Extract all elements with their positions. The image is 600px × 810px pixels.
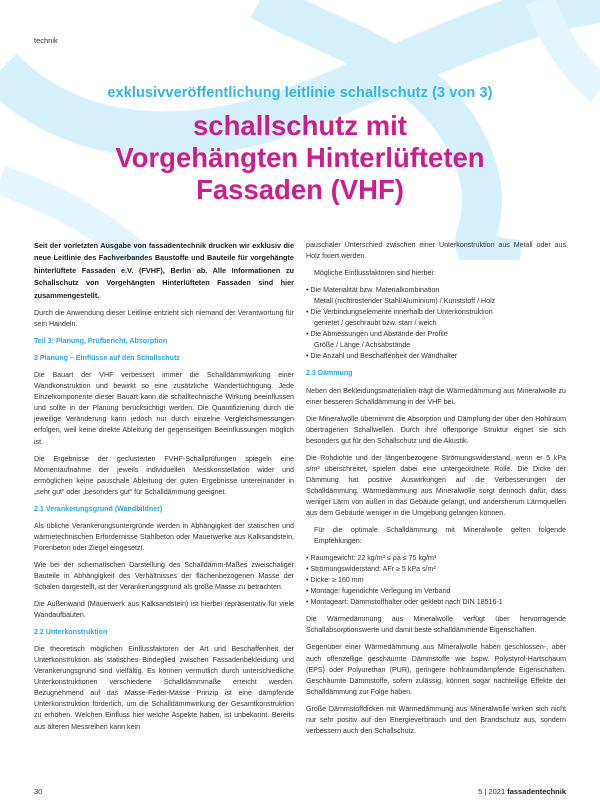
list-item: Größe / Länge / Achsabstände — [314, 341, 411, 350]
recommendation-list — [306, 553, 566, 608]
page-number: 30 — [34, 787, 43, 796]
body-paragraph: Die Ergebnisse der geclusterten FVHF-Schallprüfungen spiegeln eine Momentaufnahme der jeweils individuellen Messkonstellation wider und ermöglichen keine pauschale Ableitung der guten Ergebnisse untereinander in „sehr gut“ oder „besonders gut“ für Schalldämmung geeignet. — [34, 454, 294, 496]
body-paragraph: Die Wärmedämmung aus Mineralwolle verfügt über hervorragende Schallabsorptionswerte und damit beste schalldämmende Eigenschaften. — [306, 615, 566, 635]
intro-paragraph: Seit der vorletzten Ausgabe von fassadentechnik drucken wir exklusiv die neue Leitlinie des Fachverbandes Baustoffe und Bauteile für vorgehängte hinterlüftete Fassaden e.V. (FVHF), Berlin ab. Alle Informationen zu Schallschutz von Vorgehängten Hinterlüfteten Fassaden sind hier zusammengestellt. — [34, 241, 294, 300]
body-paragraph: Die Rohdichte und der längenbezogene Strömungswiderstand, wenn er 5 kPa s/m² überschreitet, spielen dabei eine untergeordnete Rolle. Die Dicke der Dämmung hat positive Auswirkungen auf die Verbesserungen der Schalldämmung. Wärmedämmung aus Mineralwolle sorgt dennoch dafür, dass weniger Lärm von außen in das Gebäude gelangt, und andersherum Lärmquellen aus dem Gebäude weniger in die Umgebung gelangen können. — [306, 453, 566, 517]
issue-number: 5 | 2021 — [478, 787, 506, 796]
list-item: • Die Anzahl und Beschaffenheit der Wandhalter — [306, 352, 458, 361]
list-item: • Montageart: Dämmstoffhalter oder geklebt nach DIN 18516-1 — [306, 598, 503, 607]
section-heading-2: 2 Planung – Einflüsse auf den Schallschutz — [34, 354, 180, 363]
list-item: • Raumgewicht: 22 kg/m³ ≤ ρa ≤ 75 kg/m³ — [306, 554, 437, 563]
body-paragraph: Große Dämmstoffdicken mit Wärmedämmung aus Mineralwolle wirken sich nicht nur sehr positiv auf den Energieverbrauch und den Brandschutz aus, sondern verbessern auch den Schallschutz. — [306, 704, 566, 735]
body-paragraph: Mögliche Einflussfaktoren sind hierbei: — [314, 269, 436, 278]
list-item: • Dicke: ≥ 160 mm — [306, 576, 364, 585]
section-heading-2-2: 2.2 Unterkonstruktion — [34, 628, 108, 637]
part-heading: Teil 3: Planung, Prüfbericht, Absorption — [34, 337, 168, 346]
body-paragraph: Für die optimale Schalldämmung mit Mineralwolle gelten folgende Empfehlungen: — [314, 526, 566, 546]
title-line-2: Vorgehängten Hinterlüfteten — [115, 142, 485, 173]
body-paragraph: pauschaler Unterschied zwischen einer Unterkonstruktion aus Metall oder aus Holz fixiert werden. — [306, 241, 566, 261]
body-paragraph: Als übliche Verankerungsuntergründe werden in Abhängigkeit der statischen und wärmetechnischen Erfordernisse Stahlbeton oder Mauerwerke aus Kalksandstein, Porenbeton oder Ziegel eingesetzt. — [34, 521, 294, 552]
body-paragraph: Wie bei der schematischen Darstellung des Schalldämm-Maßes zweischaliger Bauteile in Abhängigkeit des Verhältnisses der flächenbezogenen Masse der Schalen dargestellt, ist der Verankerungsgrund als große Masse zu betrachten. — [34, 560, 294, 592]
list-item: Metall (nichtrostender Stahl/Aluminium) / Kunststoff / Holz — [314, 297, 496, 306]
left-column — [34, 240, 294, 739]
title-line-3: Fassaden (VHF) — [196, 174, 404, 205]
section-heading-2-3: 2.3 Dämmung — [306, 369, 353, 378]
right-column — [306, 240, 566, 743]
list-item: genietet / geschraubt bzw. starr / weich — [314, 319, 437, 328]
list-item: • Montage: fugendichte Verlegung im Verband — [306, 587, 451, 596]
issue-footer — [478, 787, 566, 796]
body-paragraph: Die theoretisch möglichen Einflussfaktoren der Art und Beschaffenheit der Unterkonstruktion als statisches Bindeglied zwischen Fassadenbekleidung und Verankerungsgrund sind vielfältig. Es können vermutlich durch unterschiedliche Unterkonstruktionen verschiedene Schalldämmmaße erreicht werden. Bezugnehmend auf das Masse-Feder-Masse Prinzip ist eine dämpfende Unterkonstruktion förderlich, um die Schalldämmwirkung der Gesamtkonstruktion zu erhöhen. Welchen Einfluss hier welche Aspekte haben, ist unbekannt. Bereits aus älteren Messreihen kann kein — [34, 645, 294, 731]
magazine-name: fassadentechnik — [507, 787, 566, 796]
section-heading-2-1: 2.1 Verankerungsgrund (Wandbildner) — [34, 504, 163, 513]
body-paragraph: Die Außenwand (Mauerwerk aus Kalksandstein) ist hierbei repräsentativ für viele Wandaufbauten. — [34, 600, 294, 620]
list-item: • Die Verbindungselemente innerhalb der Unterkonstruktion — [306, 308, 493, 317]
list-item: • Die Materialität bzw. Materialkombination — [306, 286, 440, 295]
title-line-1: schallschutz mit — [193, 110, 407, 141]
influence-factor-list — [306, 285, 566, 362]
body-paragraph: Gegenüber einer Wärmedämmung aus Mineralwolle haben geschlossen-, aber auch offenzellige geschäumte Dämmstoffe wie bspw. Polystyrol-Hartschaum (EPS) oder Polyurethan (PUR), geringere hohlraumdämpfende Eigenschaften. Geschäumte Dämmstoffe, sofern zulässig, können sogar nachteilige Effekte der Schalldämmung zur Folge haben. — [306, 643, 566, 696]
body-paragraph: Neben den Bekleidungsmaterialien trägt die Wärmedämmung aus Mineralwolle zu einer besseren Schalldämmung in der VHF bei. — [306, 386, 566, 406]
body-paragraph: Durch die Anwendung dieser Leitlinie entzieht sich niemand der Verantwortung für sein Handeln. — [34, 309, 294, 329]
section-tag: technik — [34, 36, 58, 45]
body-paragraph: Die Bauart der VHF verbessert immer die Schalldämmwirkung einer Wandkonstruktion und bewirkt so eine zusätzliche Wandertüchtigung. Jede Einzelkomponente dieser Bauart kann die schalltechnische Wirkung beeinflussen und sollte in der Planung berücksichtigt werden. Die Quantifizierung durch die jeweilige Veränderung kann jedoch nur durch einzelne Vergleichsmessungen erfolgen, weil keine direkte Ableitung der gegenseitigen Beeinflussungen möglich ist. — [34, 371, 294, 446]
list-item: • Die Abmessungen und Abstände der Profile — [306, 330, 448, 339]
article-kicker: exklusivveröffentlichung leitlinie schallschutz (3 von 3) — [107, 85, 493, 101]
body-paragraph: Die Mineralwolle übernimmt die Absorption und Dämpfung der über den Hohlraum übertragenen Schallwellen. Durch ihre offenporige Struktur eignet sie sich besonders gut für den Schallschutz und die Akustik. — [306, 414, 566, 445]
list-item: • Strömungswiderstand: AFr ≥ 5 kPa s/m² — [306, 565, 436, 574]
